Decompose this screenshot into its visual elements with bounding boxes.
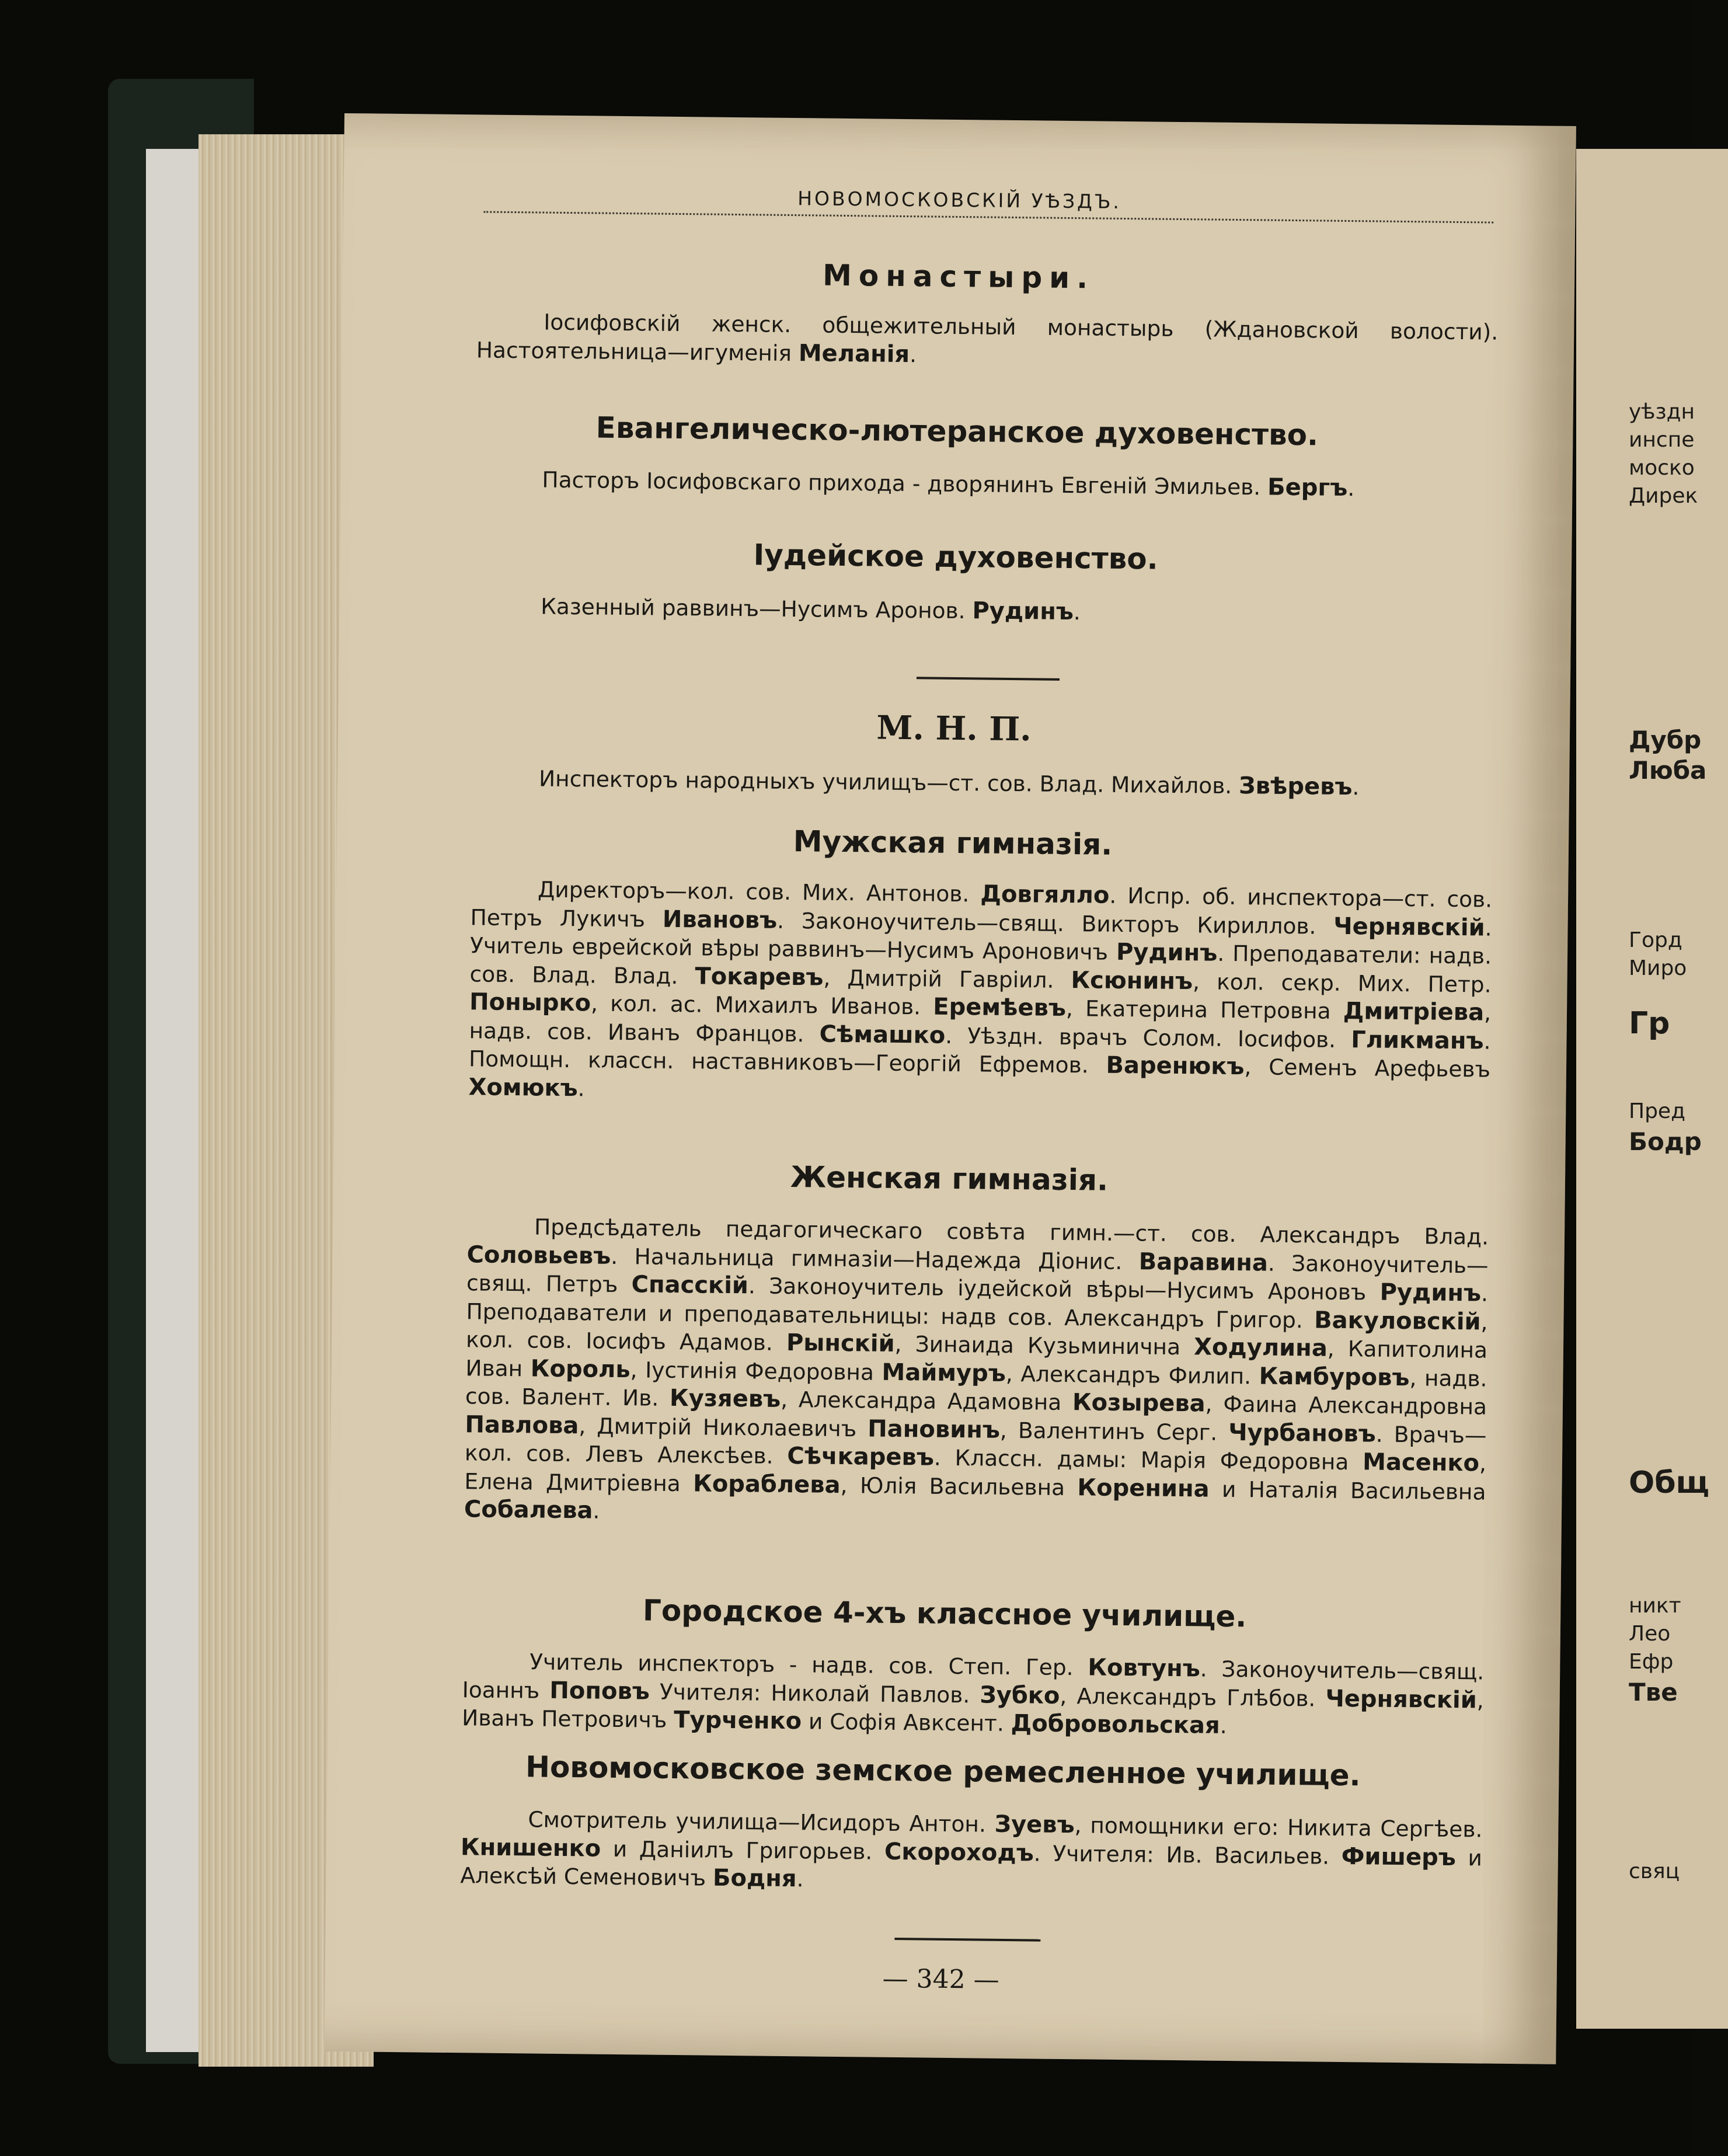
page-edge — [146, 149, 204, 2052]
person-surname: Чернявскій — [1325, 1685, 1478, 1713]
right-fragment: Общ — [1629, 1465, 1709, 1500]
person-surname: Еремѣевъ — [933, 993, 1067, 1022]
body-text: Пасторъ Іосифовскаго прихода - дворянинъ Евгеній Эмильев. — [542, 466, 1268, 500]
body-text: . — [1347, 475, 1355, 501]
person-surname: Павлова — [465, 1410, 579, 1439]
body-text: . Преподаватели: надв. сов. Влад. Влад. — [469, 940, 1492, 989]
right-fragment: Люба — [1629, 756, 1707, 785]
person-surname: Книшенко — [460, 1833, 601, 1862]
person-surname: Добровольская — [1011, 1710, 1220, 1739]
right-fragment: уѣздн — [1629, 400, 1695, 424]
page-number: — 342 — — [882, 1963, 999, 1995]
right-fragment: Пред — [1629, 1099, 1685, 1123]
body-text: . — [577, 1075, 585, 1101]
section-title: Новомосковское земское ремесленное училище. — [525, 1750, 1361, 1793]
section-title: Евангелическо-лютеранское духовенство. — [595, 410, 1319, 452]
body-text: и Наталія Васильевна — [1209, 1476, 1486, 1505]
body-text: . Классн. дамы: Марія Федоровна — [933, 1444, 1363, 1475]
person-surname: Соловьевъ — [466, 1241, 611, 1270]
person-surname: Бодня — [712, 1864, 797, 1893]
person-surname: Рудинъ — [972, 597, 1074, 626]
section-title: Іудейское духовенство. — [753, 538, 1158, 576]
right-fragment: никт — [1629, 1594, 1681, 1618]
person-surname: Фишеръ — [1341, 1842, 1457, 1871]
section-body — [460, 1805, 1482, 1900]
body-text: . — [1220, 1712, 1227, 1739]
body-text: , Іустинія Федоровна — [630, 1356, 882, 1385]
body-text: . Законоучитель—свящ. Іоаннъ — [462, 1656, 1485, 1704]
right-fragment: Лео — [1629, 1622, 1671, 1646]
body-text: и Алексѣй Семеновичъ — [460, 1844, 1483, 1891]
body-text: Директоръ—кол. сов. Мих. Антонов. — [537, 876, 981, 907]
person-surname: Поповъ — [549, 1677, 650, 1705]
person-surname: Скороходъ — [884, 1838, 1034, 1866]
person-surname: Маймуръ — [882, 1359, 1006, 1387]
person-surname: Варавина — [1138, 1248, 1269, 1277]
person-surname: Пановинъ — [868, 1415, 1001, 1444]
person-surname: Варенюкъ — [1106, 1051, 1245, 1081]
person-surname: Токаревъ — [695, 962, 824, 991]
body-text: , Фаина Александровна — [1205, 1391, 1487, 1420]
body-text: Инспекторъ народныхъ училищъ—ст. сов. Влад. Михайлов. — [538, 765, 1239, 799]
person-surname: Ксюнинъ — [1071, 966, 1193, 995]
body-text: . Учителя: Ив. Васильев. — [1033, 1840, 1342, 1869]
body-text: Учитель инспекторъ - надв. сов. Степ. Гер. — [529, 1649, 1088, 1681]
person-surname: Понырко — [469, 988, 591, 1017]
right-fragment: Миро — [1629, 956, 1687, 980]
person-surname: Чернявскій — [1333, 912, 1485, 941]
body-text: . — [1352, 774, 1360, 800]
person-surname: Зубко — [980, 1681, 1060, 1709]
person-surname: Бергъ — [1267, 473, 1348, 501]
section-title: Городское 4-хъ классное училище. — [642, 1593, 1247, 1634]
right-fragment: свяц — [1629, 1859, 1680, 1883]
body-text: . — [796, 1866, 804, 1892]
person-surname: Гликманъ — [1351, 1026, 1484, 1054]
right-fragment: Дубр — [1629, 726, 1702, 754]
body-text: Казенный раввинъ—Нусимъ Аронов. — [541, 593, 973, 624]
body-text: , Елена Дмитріевна — [464, 1450, 1487, 1496]
body-text: Смотритель училища—Исидоръ Антон. — [528, 1806, 995, 1837]
body-text: . Врачъ—кол. сов. Левъ Алексѣев. — [464, 1421, 1487, 1469]
person-surname: Камбуровъ — [1259, 1362, 1410, 1391]
person-surname: Кораблева — [692, 1469, 841, 1499]
person-surname: Вакуловскій — [1314, 1306, 1481, 1335]
body-text: , кол. ас. Михаилъ Иванов. — [590, 990, 933, 1020]
section-title: Женская гимназія. — [790, 1160, 1109, 1197]
person-surname: Масенко — [1362, 1448, 1480, 1477]
body-text: , Иванъ Петровичъ — [462, 1687, 1484, 1733]
body-text: , Екатерина Петровна — [1065, 995, 1344, 1024]
person-surname: Собалева — [464, 1496, 593, 1524]
right-fragment: Горд — [1629, 928, 1682, 952]
section-title: Мужская гимназія. — [793, 824, 1113, 862]
body-text: . Учитель еврейской вѣры раввинъ—Нусимъ Ароновичъ — [469, 914, 1492, 965]
person-surname: Король — [530, 1354, 630, 1383]
person-surname: Турченко — [674, 1706, 802, 1735]
right-page — [1576, 149, 1728, 2029]
person-surname: Ходулина — [1193, 1333, 1328, 1362]
body-text: , Дмитрій Гавріил. — [823, 964, 1071, 993]
person-surname: Рудинъ — [1379, 1279, 1482, 1307]
person-surname: Меланія — [798, 339, 910, 368]
body-text: , кол. секр. Мих. Петр. — [1192, 968, 1492, 998]
section-title: М. Н. П. — [876, 708, 1032, 749]
right-fragment: Гр — [1629, 1006, 1670, 1041]
body-text: Іосифовскій женск. общежительный монастырь (Ждановской волости). Настоятельница—игуменія — [476, 309, 1499, 366]
body-text: , надв. сов. Валент. Ив. — [465, 1364, 1487, 1411]
person-surname: Спасскій — [631, 1271, 749, 1300]
body-text: , Капитолина Иван — [465, 1335, 1488, 1381]
body-text: и Даніилъ Григорьев. — [600, 1835, 885, 1865]
body-text: , Дмитрій Николаевичъ — [579, 1412, 868, 1441]
body-text: . Законоучитель—свящ. Викторъ Кириллов. — [776, 907, 1334, 939]
body-text: Учителя: Николай Павлов. — [649, 1678, 980, 1708]
body-text: , Юлія Васильевна — [840, 1472, 1078, 1500]
person-surname: Кузяевъ — [669, 1384, 781, 1413]
body-text: . Начальница гимназіи—Надежда Діонис. — [611, 1243, 1140, 1274]
body-text: . Преподаватели и преподавательницы: надв сов. Александръ Григор. — [466, 1280, 1489, 1333]
person-surname: Звѣревъ — [1238, 772, 1353, 801]
person-surname: Рынскій — [786, 1329, 895, 1357]
person-surname: Козырева — [1072, 1389, 1206, 1417]
section-body — [462, 1647, 1484, 1743]
right-fragment: Тве — [1629, 1678, 1678, 1706]
body-text: , помощники его: Никита Сергѣев. — [1074, 1812, 1483, 1842]
person-surname: Сѣчкаревъ — [787, 1443, 935, 1471]
body-text: . Испр. об. инспектора—ст. сов. Петръ Лукичъ — [470, 882, 1493, 932]
person-surname: Коренина — [1077, 1474, 1210, 1503]
person-surname: Ивановъ — [662, 905, 778, 934]
body-text: . Законоучитель—свящ. Петръ — [466, 1250, 1489, 1298]
book-page — [324, 113, 1576, 2064]
body-text: , Валентинъ Серг. — [999, 1417, 1229, 1446]
person-surname: Рудинъ — [1116, 938, 1218, 967]
body-text: , Александръ Филип. — [1005, 1360, 1259, 1389]
right-fragment: Бодр — [1629, 1127, 1702, 1156]
right-fragment: Ефр — [1629, 1650, 1674, 1674]
person-surname: Зуевъ — [994, 1810, 1075, 1839]
body-text: . Уѣздн. врачъ Солом. Іосифов. — [945, 1022, 1351, 1053]
person-surname: Хомюкъ — [468, 1073, 578, 1102]
body-text: , кол. сов. Іосифъ Адамов. — [465, 1308, 1488, 1356]
body-text: Предсѣдатель педагогическаго совѣта гимн.—ст. сов. Александръ Влад. — [534, 1214, 1489, 1250]
body-text: . Законоучитель іудейской вѣры—Нусимъ Ароновъ — [748, 1273, 1380, 1305]
footer-divider — [894, 1938, 1040, 1942]
section-body — [472, 764, 1493, 803]
body-text: . Помощн. классн. наставниковъ—Георгій Ефремов. — [468, 1028, 1491, 1078]
right-fragment: Дирек — [1629, 484, 1698, 508]
section-body — [476, 307, 1499, 374]
person-surname: Довгялло — [980, 880, 1110, 909]
section-body — [475, 465, 1496, 504]
body-text: и Софія Авксент. — [801, 1708, 1011, 1737]
section-title: Монастыри. — [822, 258, 1095, 295]
section-body — [473, 591, 1495, 631]
body-text: , Александра Адамовна — [781, 1386, 1073, 1416]
body-text: , Александръ Глѣбов. — [1060, 1683, 1326, 1712]
person-surname: Дмитріева — [1343, 997, 1485, 1026]
body-text: . — [1073, 599, 1081, 625]
person-surname: Сѣмашко — [819, 1020, 946, 1049]
body-text: . — [909, 341, 917, 367]
section-body — [468, 875, 1492, 1112]
person-surname: Чурбановъ — [1228, 1419, 1377, 1448]
person-surname: Ковтунъ — [1088, 1654, 1201, 1683]
body-text: , Зинаида Кузьминична — [894, 1330, 1194, 1360]
running-header: НОВОМОСКОВСКІЙ УѢЗДЪ. — [797, 187, 1122, 213]
body-text: , Семенъ Арефьевъ — [1244, 1054, 1491, 1082]
body-text: . — [593, 1497, 600, 1524]
right-fragment: моско — [1629, 456, 1695, 480]
right-fragment: инспе — [1629, 428, 1695, 452]
section-divider — [917, 677, 1060, 681]
body-text: , надв. сов. Иванъ Францов. — [469, 999, 1492, 1047]
section-body — [464, 1212, 1489, 1534]
